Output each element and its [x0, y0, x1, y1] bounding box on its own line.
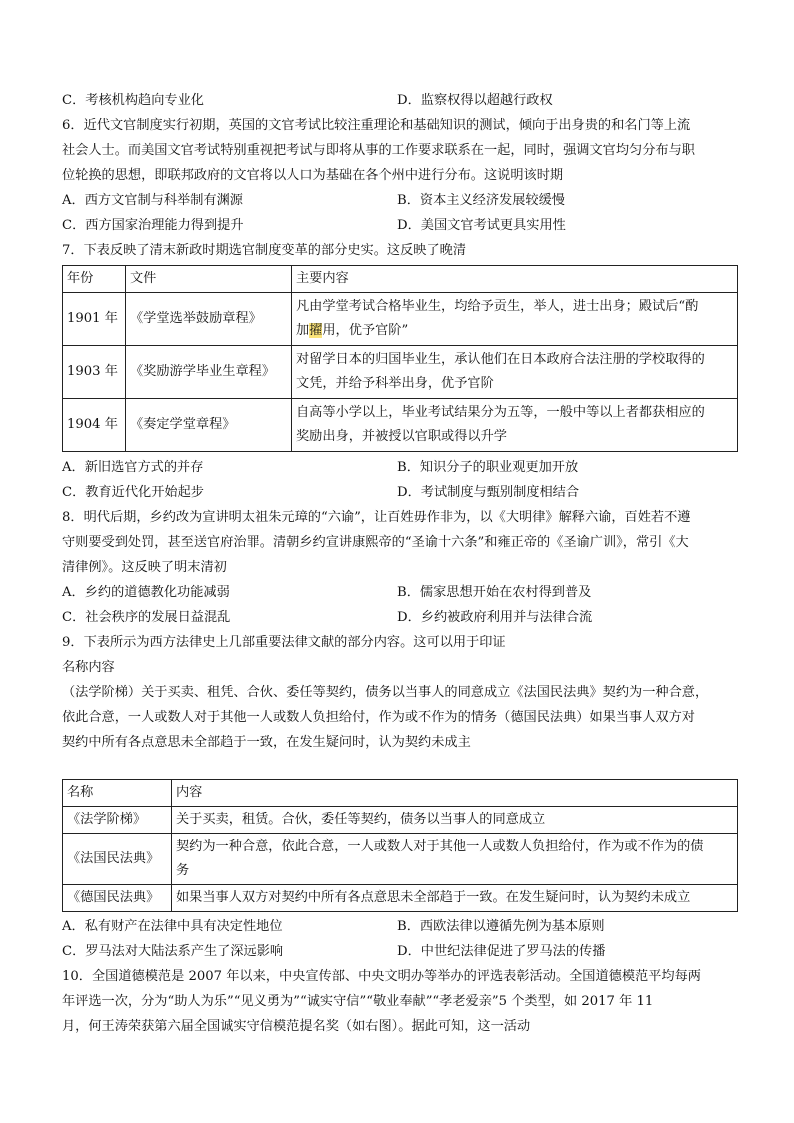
table-cell-content: [292, 399, 738, 452]
table-row: [63, 807, 738, 834]
table-cell-content: 关于买卖，租赁。合伙，委任等契约，债务以当事人的同意成立: [172, 807, 738, 834]
table-cell-content: [292, 346, 738, 399]
q6-option-c[interactable]: C．西方国家治理能力得到提升: [62, 218, 244, 233]
q8-option-b[interactable]: B．儒家思想开始在农村得到普及: [397, 585, 592, 600]
q6-option-b[interactable]: B．资本主义经济发展较缓慢: [397, 193, 565, 208]
q6-stem-line-3: 位轮换的思想，即联邦政府的文官将以人口为基础在各个州中进行分布。这说明该时期: [62, 168, 564, 183]
q6-stem-line-1: 6．近代文官制度实行初期，英国的文官考试比较注重理论和基础知识的测试，倾向于出身贵的和名门等上流: [62, 118, 691, 133]
table-cell-name: 《法学阶梯》: [63, 807, 172, 834]
table-cell-content: [172, 834, 738, 885]
table-cell-name: 《德国民法典》: [63, 885, 172, 912]
content-line-1: 契约为一种合意，依此合意，一人或数人对于其他一人或数人负担给付，作为或不作为的债: [176, 839, 704, 854]
content-line-2: 务: [176, 863, 190, 878]
table-row: [63, 346, 738, 399]
q8-options-row-2: [62, 605, 738, 630]
q7-option-b[interactable]: B．知识分子的职业观更加开放: [397, 460, 579, 475]
table-cell-name: 《法国民法典》: [63, 834, 172, 885]
content-line-2: 文凭，并给予科举出身，优予官阶: [296, 376, 494, 391]
q9-option-b[interactable]: B．西欧法律以遵循先例为基本原则: [397, 919, 605, 934]
content-line-1: 凡由学堂考试合格毕业生，均给予贡生，举人，进士出身；殿试后“酌: [296, 299, 699, 314]
content-line-2: 奖励出身，并被授以官职或得以升学: [296, 429, 507, 444]
table-cell-document: 《奖励游学毕业生章程》: [126, 346, 292, 399]
q7-option-a[interactable]: A．新旧选官方式的并存: [62, 460, 204, 475]
q9-options-row-1: [62, 914, 738, 939]
q5-option-d[interactable]: D．监察权得以超越行政权: [397, 93, 553, 108]
q10-stem-line-2: 年评选一次，分为“助人为乐”“见义勇为”“诚实守信”“敬业奉献”“孝老爱亲”5 个类型，如 2017 年 11: [62, 994, 654, 1009]
question-7: [62, 238, 738, 505]
q8-stem-line-2: 守则要受到处罚，甚至送官府治罪。清朝乡约宣讲康熙帝的“圣谕十六条”和雍正帝的《圣谕广训》，常引《大: [62, 535, 689, 550]
table-cell-year: 1903 年: [63, 346, 126, 399]
q10-stem-line-3: 月，何王涛荣获第六届全国诚实守信模范提名奖（如右图）。据此可知，这一活动: [62, 1019, 531, 1034]
table-cell-document: 《学堂选举鼓励章程》: [126, 293, 292, 346]
q9-option-c[interactable]: C．罗马法对大陆法系产生了深远影响: [62, 944, 284, 959]
q6-options-row-2: [62, 213, 738, 238]
q9-plain-line-2: （法学阶梯）关于买卖、租凭、合伙、委任等契约，债务以当事人的同意成立《法国民法典》契约为一种合意，: [62, 685, 709, 700]
spacer: [62, 755, 738, 779]
table-row: [63, 399, 738, 452]
q8-option-d[interactable]: D．乡约被政府利用并与法律合流: [397, 610, 593, 625]
table-cell-content: [292, 293, 738, 346]
q5-options-row-2: [62, 88, 738, 113]
q7-table: [62, 265, 738, 452]
table-row: [63, 885, 738, 912]
q8-option-c[interactable]: C．社会秩序的发展日益混乱: [62, 610, 231, 625]
content-line-2: [296, 319, 733, 343]
q9-plain-line-4: 契约中所有各点意思未全部趋于一致，在发生疑问时，认为契约未成主: [62, 735, 471, 750]
q6-stem-line-2: 社会人士。而美国文官考试特别重视把考试与即将从事的工作要求联系在一起，同时，强调文官均匀分布与职: [62, 143, 695, 158]
content-text: 加: [296, 323, 310, 338]
table-header-content: 内容: [172, 780, 738, 807]
table-cell-content: 如果当事人双方对契约中所有各点意思未全部趋于一致。在发生疑问时，认为契约未成立: [172, 885, 738, 912]
q9-table: [62, 779, 738, 912]
q9-stem: 9．下表所示为西方法律史上几部重要法律文献的部分内容。这可以用于印证: [62, 635, 506, 650]
q7-option-c[interactable]: C．教育近代化开始起步: [62, 485, 204, 500]
table-header-content: 主要内容: [292, 266, 738, 293]
highlighted-character: 擢: [309, 323, 323, 338]
q8-options-row-1: [62, 580, 738, 605]
q7-option-d[interactable]: D．考试制度与甄别制度相结合: [397, 485, 580, 500]
table-header-document: 文件: [126, 266, 292, 293]
question-10: [62, 964, 738, 1039]
q7-options-row-1: [62, 455, 738, 480]
content-line-1: 对留学日本的归国毕业生，承认他们在日本政府合法注册的学校取得的: [296, 352, 705, 367]
q8-stem-line-3: 清律例》。这反映了明末清初: [62, 560, 227, 575]
table-cell-document: 《奏定学堂章程》: [126, 399, 292, 452]
table-row: [63, 834, 738, 885]
q9-option-a[interactable]: A．私有财产在法律中具有决定性地位: [62, 919, 283, 934]
q9-plain-line-1: 名称内容: [62, 660, 115, 675]
q6-option-d[interactable]: D．美国文官考试更具实用性: [397, 218, 566, 233]
q9-plain-line-3: 依此合意，一人或数人对于其他一人或数人负担给付，作为或不作为的情务（德国民法典）如果当事人双方对: [62, 710, 695, 725]
q5-option-c[interactable]: C．考核机构趋向专业化: [62, 93, 204, 108]
content-text: 用，优予官阶”: [322, 323, 409, 338]
q7-stem: 7．下表反映了清末新政时期选官制度变革的部分史实。这反映了晚清: [62, 243, 467, 258]
question-6: [62, 113, 738, 238]
q9-option-d[interactable]: D．中世纪法律促进了罗马法的传播: [397, 944, 606, 959]
table-cell-year: 1901 年: [63, 293, 126, 346]
q6-option-a[interactable]: A．西方文官制与科举制有渊源: [62, 193, 243, 208]
question-9: [62, 630, 738, 964]
q10-stem-line-1: 10．全国道德模范是 2007 年以来，中央宣传部、中央文明办等举办的评选表彰活动。全国道德模范平均每两: [62, 969, 701, 984]
table-header-year: 年份: [63, 266, 126, 293]
exam-page: [62, 88, 738, 1039]
q7-options-row-2: [62, 480, 738, 505]
question-8: [62, 505, 738, 630]
q6-options-row-1: [62, 188, 738, 213]
table-cell-year: 1904 年: [63, 399, 126, 452]
table-header-row: [63, 780, 738, 807]
table-header-name: 名称: [63, 780, 172, 807]
q9-options-row-2: [62, 939, 738, 964]
q8-option-a[interactable]: A．乡约的道德教化功能减弱: [62, 585, 230, 600]
table-header-row: [63, 266, 738, 293]
table-row: [63, 293, 738, 346]
content-line-1: 自高等小学以上，毕业考试结果分为五等，一般中等以上者都获相应的: [296, 405, 705, 420]
q8-stem-line-1: 8．明代后期，乡约改为宣讲明太祖朱元璋的“六谕”，让百姓毋作非为，以《大明律》解释六谕，百姓若不遵: [62, 510, 691, 525]
